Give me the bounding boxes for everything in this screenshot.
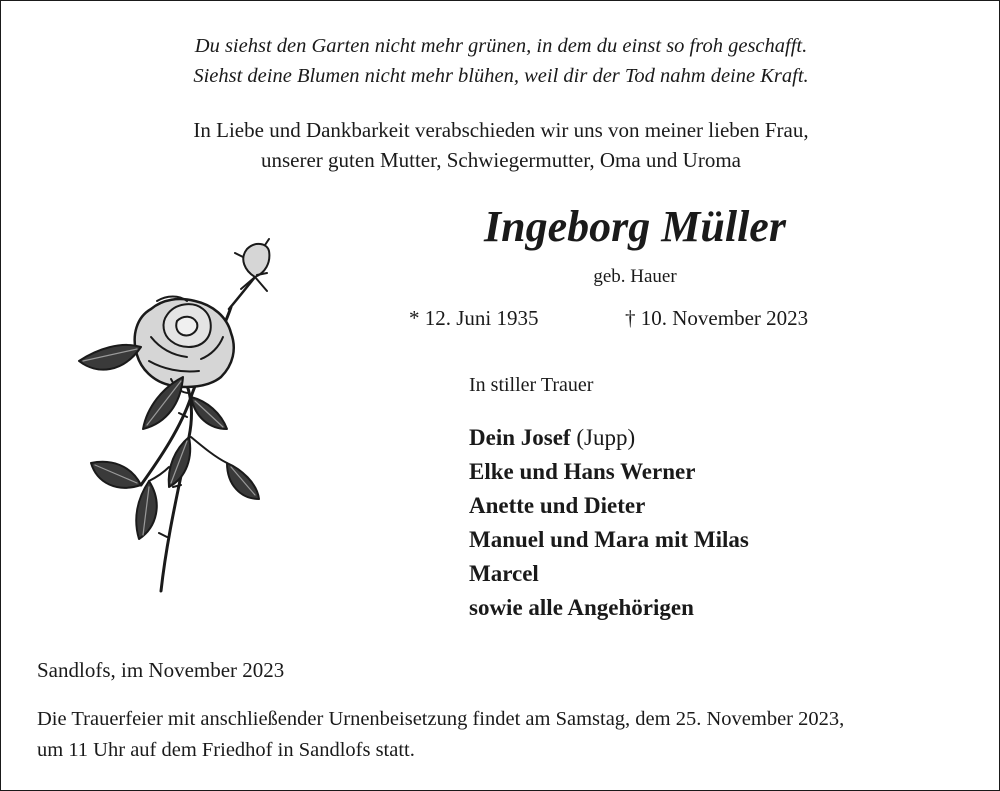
ceremony-info [37, 704, 982, 766]
place-and-date: Sandlofs, im November 2023 [37, 658, 285, 682]
deceased-name: Ingeborg Müller [484, 202, 786, 251]
death-date: † 10. November 2023 [625, 306, 809, 330]
mourner-name: Dein Josef [469, 425, 571, 450]
poem-line-1: Du siehst den Garten nicht mehr grünen, in dem du einst so froh geschafft. [194, 35, 808, 57]
mourner-item: Manuel und Mara mit Milas [469, 527, 749, 552]
maiden-name: geb. Hauer [593, 266, 677, 287]
mourner-item: Marcel [469, 561, 539, 586]
mourner-item: sowie alle Angehörigen [469, 595, 694, 620]
ceremony-line-1: Die Trauerfeier mit anschließender Urnenbeisetzung findet am Samstag, dem 25. November 2023, [37, 708, 845, 730]
mourner-item [469, 421, 749, 455]
mourner-nickname: (Jupp) [576, 425, 636, 450]
mourner-item: Anette und Dieter [469, 493, 646, 518]
mourner-item: Elke und Hans Werner [469, 459, 696, 484]
intro-line-2: unserer guten Mutter, Schwiegermutter, Oma und Uroma [260, 148, 742, 172]
mourning-label: In stiller Trauer [469, 374, 594, 396]
ceremony-line-2: um 11 Uhr auf dem Friedhof in Sandlofs statt. [37, 739, 415, 761]
poem [1, 31, 1000, 91]
intro-line-1: In Liebe und Dankbarkeit verabschieden wir uns von meiner lieben Frau, [193, 118, 809, 142]
rose-icon [71, 237, 281, 599]
birth-date: * 12. Juni 1935 [409, 306, 539, 330]
poem-line-2: Siehst deine Blumen nicht mehr blühen, weil dir der Tod nahm deine Kraft. [193, 65, 809, 87]
mourners-list [469, 421, 749, 625]
intro-text [1, 115, 1000, 175]
